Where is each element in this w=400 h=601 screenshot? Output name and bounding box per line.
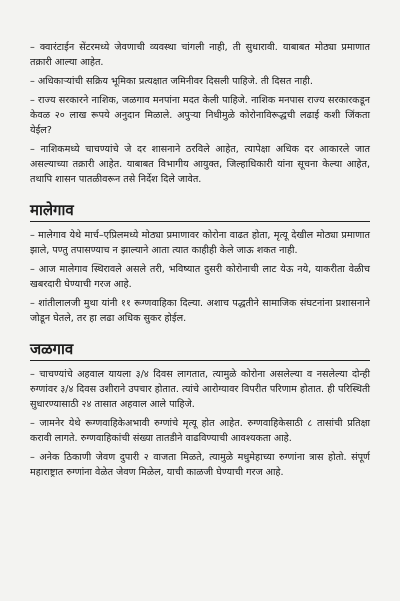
intro-paragraph: – राज्य सरकारने नाशिक, जळगाव मनपांना मदत केली पाहिजे. नाशिक मनपास राज्य सरकारकडून केवळ २० लाख रूपये अनुदान मिळाले. अपुऱ्या निधीमुळे कोरोनाविरूद्धची लढाई कशी जिंकता येईल? [30, 95, 370, 136]
section-malegaon [30, 201, 370, 326]
section-heading-malegaon: मालेगाव [30, 201, 74, 219]
section-divider [30, 221, 370, 222]
intro-block [30, 40, 370, 187]
section-paragraph: – जामनेर येथे रूग्णवाहिकेअभावी रुग्णांचे मृत्यू होत आहेत. रुग्णवाहिकेसाठी ८ तासांची प्रतिक्षा करावी लागते. रुग्णवाहिकांची संख्या तातडीने वाढविण्याची आवश्यकता आहे. [30, 418, 370, 444]
intro-paragraph: – अधिकाऱ्यांची सक्रिय भूमिका प्रत्यक्षात जमिनीवर दिसली पाहिजे. ती दिसत नाही. [30, 76, 313, 87]
intro-paragraph: – नाशिकमध्ये चाचण्यांचे जे दर शासनाने ठरविले आहेत, त्यापेक्षा अधिक दर आकारले जात असल्याच्या तक्रारी आहेत. याबाबत विभागीय आयुक्त, जिल्हाधिकारी यांना सूचना केल्या आहेत, तथापि शासन पातळीवरून तसे निर्देश दिले जावेत. [30, 144, 370, 185]
section-jalgaon [30, 340, 370, 480]
section-paragraph: – मालेगाव येथे मार्च–एप्रिलमध्ये मोठ्या प्रमाणावर कोरोना वाढत होता, मृत्यू देखील मोठ्या प्रमाणात झाले, पण्तु तपासण्याच न झाल्याने आता त्यात काहीही केले जाऊ शकत नाही. [30, 230, 370, 256]
section-divider [30, 360, 370, 361]
section-paragraph: – चाचण्यांचे अहवाल यायला ३/४ दिवस लागतात, त्यामुळे कोरोना असलेल्या व नसलेल्या दोन्ही रुग्णांवर ३/४ दिवस उशीराने उपचार होतात. त्यांचे आरोग्यावर विपरीत परिणाम होतात. ही परिस्थिती सुधारण्यासाठी २४ तासात अहवाल आले पाहिजे. [30, 369, 370, 410]
intro-paragraph: – क्वारंटाईन सेंटरमध्ये जेवणाची व्यवस्था चांगली नाही, ती सुधारावी. याबाबत मोठ्या प्रमाणात तक्रारी आल्या आहेत. [30, 42, 370, 68]
section-paragraph: – अनेक ठिकाणी जेवण दुपारी २ वाजता मिळते, त्यामुळे मधुमेहाच्या रुग्णांना त्रास होतो. संपूर्ण महाराष्ट्रात रुग्णांना वेळेत जेवण मिळेल, याची काळजी घेण्याची गरज आहे. [30, 452, 370, 478]
section-heading-jalgaon: जळगाव [30, 340, 74, 358]
section-paragraph: – आज मालेगाव स्थिरावले असले तरी, भविष्यात दुसरी कोरोनाची लाट येऊ नये, याकरीता वेळीच खबरदारी घेण्याची गरज आहे. [30, 264, 370, 290]
section-paragraph: – शांतीलालजी मुथा यांनी ११ रूग्णवाहिका दिल्या. अशाच पद्धतीने सामाजिक संघटनांना प्रशासनाने जोडून घेतले, तर हा लढा अधिक सुकर होईल. [30, 298, 370, 324]
